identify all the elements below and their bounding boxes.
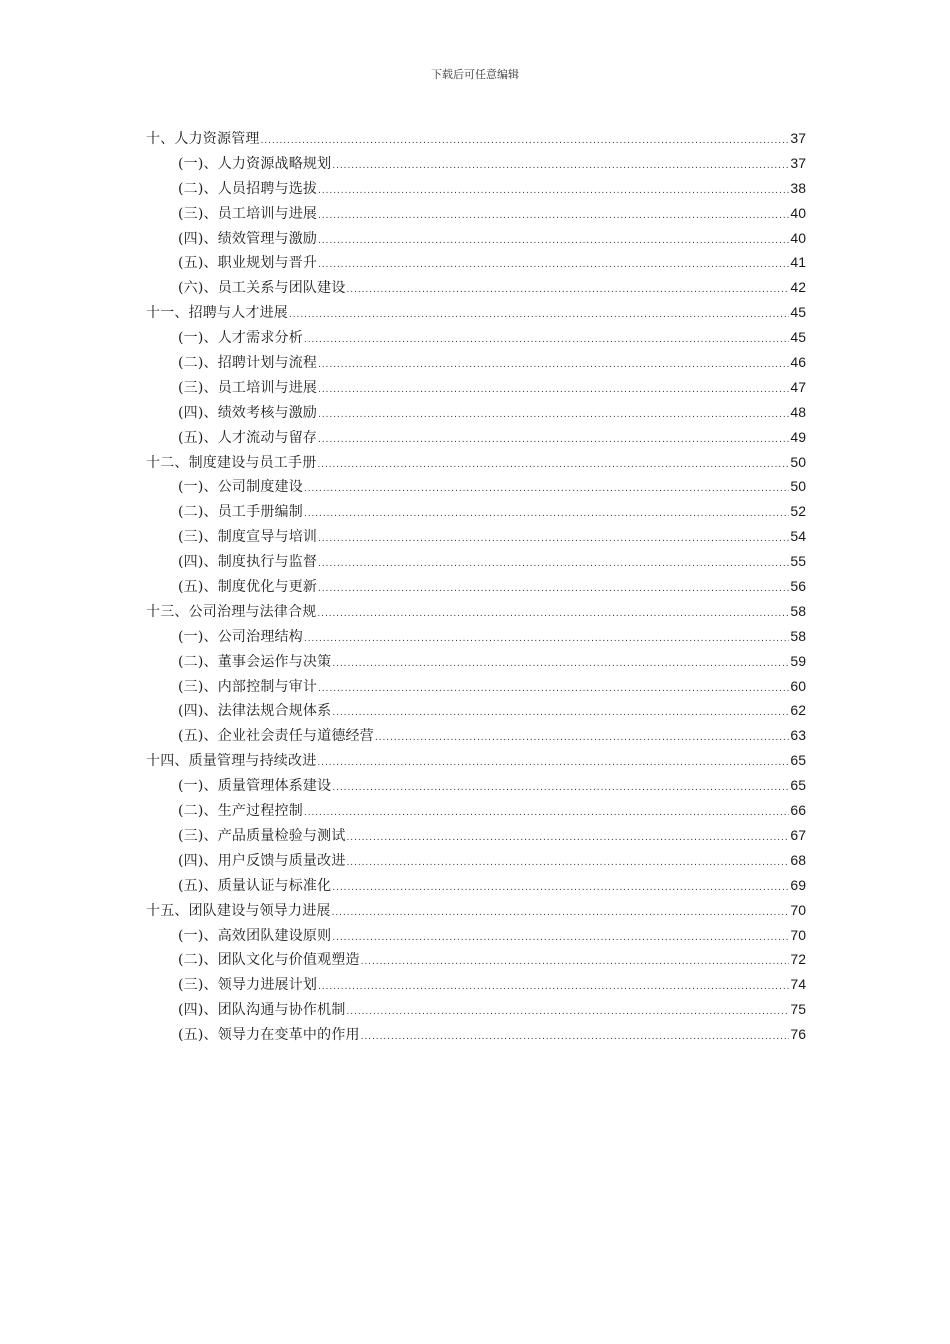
toc-dot-leader bbox=[318, 353, 789, 378]
toc-entry-title: (三)、员工培训与进展 bbox=[178, 379, 318, 396]
toc-dot-leader bbox=[304, 801, 789, 826]
toc-dot-leader bbox=[318, 577, 789, 602]
toc-chapter-entry[interactable] bbox=[146, 126, 806, 151]
toc-dot-leader bbox=[347, 278, 790, 303]
toc-dot-leader bbox=[261, 129, 790, 154]
toc-entry-title: (五)、职业规划与晋升 bbox=[178, 255, 318, 272]
toc-page-number: 70 bbox=[790, 926, 806, 943]
toc-section-entry[interactable] bbox=[146, 151, 806, 176]
toc-dot-leader bbox=[318, 527, 789, 552]
table-of-contents bbox=[146, 126, 806, 1047]
toc-entry-title: (四)、绩效考核与激励 bbox=[178, 404, 318, 421]
toc-dot-leader bbox=[317, 751, 789, 776]
toc-section-entry[interactable] bbox=[146, 972, 806, 997]
toc-page-number: 67 bbox=[790, 826, 806, 843]
toc-section-entry[interactable] bbox=[146, 773, 806, 798]
toc-entry-title: (二)、员工手册编制 bbox=[178, 504, 303, 521]
toc-entry-title: (三)、产品质量检验与测试 bbox=[178, 827, 346, 844]
toc-dot-leader bbox=[289, 303, 789, 328]
toc-page-number: 50 bbox=[790, 478, 806, 495]
toc-page-number: 42 bbox=[790, 279, 806, 296]
toc-section-entry[interactable] bbox=[146, 176, 806, 201]
toc-page-number: 37 bbox=[790, 154, 806, 171]
toc-entry-title: (四)、用户反馈与质量改进 bbox=[178, 852, 346, 869]
toc-dot-leader bbox=[318, 975, 789, 1000]
toc-page-number: 76 bbox=[790, 1026, 806, 1043]
toc-dot-leader bbox=[304, 502, 789, 527]
toc-entry-title: (五)、领导力在变革中的作用 bbox=[178, 1027, 360, 1044]
toc-entry-title: (二)、团队文化与价值观塑造 bbox=[178, 952, 360, 969]
toc-page-number: 60 bbox=[790, 677, 806, 694]
toc-page-number: 46 bbox=[790, 354, 806, 371]
toc-page-number: 56 bbox=[790, 578, 806, 595]
toc-dot-leader bbox=[318, 378, 789, 403]
toc-page-number: 37 bbox=[790, 130, 806, 146]
toc-section-entry[interactable] bbox=[146, 226, 806, 251]
toc-entry-title: (一)、人才需求分析 bbox=[178, 330, 303, 347]
toc-entry-title: (三)、领导力进展计划 bbox=[178, 977, 318, 994]
toc-section-entry[interactable] bbox=[146, 201, 806, 226]
toc-section-entry[interactable] bbox=[146, 499, 806, 524]
toc-dot-leader bbox=[318, 229, 789, 254]
toc-entry-title: (五)、人才流动与留存 bbox=[178, 429, 318, 446]
toc-entry-title: (五)、质量认证与标准化 bbox=[178, 877, 332, 894]
toc-page-number: 69 bbox=[790, 876, 806, 893]
toc-section-entry[interactable] bbox=[146, 350, 806, 375]
toc-page-number: 65 bbox=[790, 777, 806, 794]
toc-page-number: 54 bbox=[790, 528, 806, 545]
toc-section-entry[interactable] bbox=[146, 549, 806, 574]
toc-dot-leader bbox=[318, 552, 789, 577]
toc-section-entry[interactable] bbox=[146, 723, 806, 748]
toc-dot-leader bbox=[304, 477, 789, 502]
toc-page-number: 65 bbox=[790, 752, 806, 769]
toc-page-number: 50 bbox=[790, 453, 806, 470]
toc-dot-leader bbox=[318, 677, 789, 702]
toc-page-number: 49 bbox=[790, 428, 806, 445]
toc-entry-title: (六)、员工关系与团队建设 bbox=[178, 280, 346, 297]
toc-dot-leader bbox=[304, 328, 789, 353]
toc-chapter-entry[interactable] bbox=[146, 599, 806, 624]
toc-page-number: 75 bbox=[790, 1001, 806, 1018]
toc-page-number: 63 bbox=[790, 727, 806, 744]
toc-dot-leader bbox=[332, 701, 789, 726]
toc-entry-title: (二)、生产过程控制 bbox=[178, 803, 303, 820]
toc-dot-leader bbox=[375, 726, 789, 751]
toc-section-entry[interactable] bbox=[146, 474, 806, 499]
toc-page-number: 58 bbox=[790, 602, 806, 619]
toc-section-entry[interactable] bbox=[146, 375, 806, 400]
toc-entry-title: (四)、绩效管理与激励 bbox=[178, 230, 318, 247]
toc-dot-leader bbox=[332, 652, 789, 677]
toc-page-number: 47 bbox=[790, 378, 806, 395]
toc-chapter-entry[interactable] bbox=[146, 450, 806, 475]
toc-section-entry[interactable] bbox=[146, 275, 806, 300]
toc-entry-title: (五)、制度优化与更新 bbox=[178, 579, 318, 596]
toc-section-entry[interactable] bbox=[146, 400, 806, 425]
toc-entry-title: 十二、制度建设与员工手册 bbox=[146, 454, 317, 471]
toc-section-entry[interactable] bbox=[146, 923, 806, 948]
toc-dot-leader bbox=[332, 876, 789, 901]
toc-entry-title: 十五、团队建设与领导力进展 bbox=[146, 902, 331, 919]
toc-section-entry[interactable] bbox=[146, 574, 806, 599]
toc-dot-leader bbox=[332, 901, 790, 926]
page-header: 下载后可任意编辑 bbox=[431, 68, 519, 81]
toc-page-number: 55 bbox=[790, 553, 806, 570]
toc-dot-leader bbox=[332, 154, 789, 179]
toc-page-number: 38 bbox=[790, 179, 806, 196]
toc-section-entry[interactable] bbox=[146, 425, 806, 450]
toc-chapter-entry[interactable] bbox=[146, 748, 806, 773]
toc-page-number: 40 bbox=[790, 204, 806, 221]
toc-dot-leader bbox=[318, 253, 789, 278]
toc-dot-leader bbox=[347, 1000, 790, 1025]
toc-entry-title: (三)、制度宣导与培训 bbox=[178, 529, 318, 546]
toc-dot-leader bbox=[317, 453, 789, 478]
toc-section-entry[interactable] bbox=[146, 947, 806, 972]
toc-section-entry[interactable] bbox=[146, 997, 806, 1022]
toc-entry-title: (三)、员工培训与进展 bbox=[178, 205, 318, 222]
toc-section-entry[interactable] bbox=[146, 649, 806, 674]
toc-dot-leader bbox=[318, 428, 789, 453]
toc-entry-title: (四)、制度执行与监督 bbox=[178, 554, 318, 571]
toc-page-number: 68 bbox=[790, 851, 806, 868]
toc-entry-title: 十、人力资源管理 bbox=[146, 131, 260, 147]
toc-section-entry[interactable] bbox=[146, 823, 806, 848]
toc-page-number: 40 bbox=[790, 229, 806, 246]
toc-entry-title: (一)、人力资源战略规划 bbox=[178, 155, 332, 172]
toc-dot-leader bbox=[347, 851, 790, 876]
toc-section-entry[interactable] bbox=[146, 798, 806, 823]
toc-page-number: 41 bbox=[790, 254, 806, 271]
toc-section-entry[interactable] bbox=[146, 250, 806, 275]
toc-entry-title: (二)、人员招聘与选拔 bbox=[178, 180, 318, 197]
toc-dot-leader bbox=[361, 950, 790, 975]
toc-dot-leader bbox=[332, 926, 789, 951]
toc-entry-title: 十三、公司治理与法律合规 bbox=[146, 603, 317, 620]
toc-section-entry[interactable] bbox=[146, 873, 806, 898]
toc-page-number: 72 bbox=[790, 951, 806, 968]
toc-dot-leader bbox=[318, 403, 789, 428]
toc-entry-title: (四)、团队沟通与协作机制 bbox=[178, 1002, 346, 1019]
toc-entry-title: (四)、法律法规合规体系 bbox=[178, 703, 332, 720]
toc-entry-title: (一)、高效团队建设原则 bbox=[178, 927, 332, 944]
toc-page-number: 62 bbox=[790, 702, 806, 719]
toc-dot-leader bbox=[317, 602, 789, 627]
toc-page-number: 74 bbox=[790, 976, 806, 993]
toc-section-entry[interactable] bbox=[146, 1022, 806, 1047]
toc-chapter-entry[interactable] bbox=[146, 898, 806, 923]
toc-dot-leader bbox=[318, 204, 789, 229]
toc-page-number: 70 bbox=[790, 901, 806, 918]
toc-entry-title: (一)、公司制度建设 bbox=[178, 479, 303, 496]
toc-page-number: 58 bbox=[790, 627, 806, 644]
toc-page-number: 59 bbox=[790, 652, 806, 669]
toc-page-number: 45 bbox=[790, 329, 806, 346]
toc-section-entry[interactable] bbox=[146, 698, 806, 723]
toc-dot-leader bbox=[304, 627, 789, 652]
toc-dot-leader bbox=[361, 1025, 790, 1050]
toc-entry-title: (二)、董事会运作与决策 bbox=[178, 653, 332, 670]
toc-entry-title: (一)、公司治理结构 bbox=[178, 628, 303, 645]
toc-page-number: 45 bbox=[790, 304, 806, 321]
toc-entry-title: (五)、企业社会责任与道德经营 bbox=[178, 728, 374, 745]
toc-entry-title: (三)、内部控制与审计 bbox=[178, 678, 318, 695]
toc-dot-leader bbox=[318, 179, 789, 204]
toc-entry-title: (二)、招聘计划与流程 bbox=[178, 355, 318, 372]
toc-dot-leader bbox=[347, 826, 790, 851]
toc-entry-title: 十四、质量管理与持续改进 bbox=[146, 753, 317, 770]
toc-section-entry[interactable] bbox=[146, 624, 806, 649]
toc-page-number: 52 bbox=[790, 503, 806, 520]
toc-section-entry[interactable] bbox=[146, 848, 806, 873]
toc-page-number: 48 bbox=[790, 403, 806, 420]
toc-entry-title: 十一、招聘与人才进展 bbox=[146, 305, 288, 322]
toc-chapter-entry[interactable] bbox=[146, 300, 806, 325]
toc-entry-title: (一)、质量管理体系建设 bbox=[178, 778, 332, 795]
toc-section-entry[interactable] bbox=[146, 674, 806, 699]
toc-dot-leader bbox=[332, 776, 789, 801]
toc-section-entry[interactable] bbox=[146, 325, 806, 350]
toc-page-number: 66 bbox=[790, 802, 806, 819]
toc-section-entry[interactable] bbox=[146, 524, 806, 549]
